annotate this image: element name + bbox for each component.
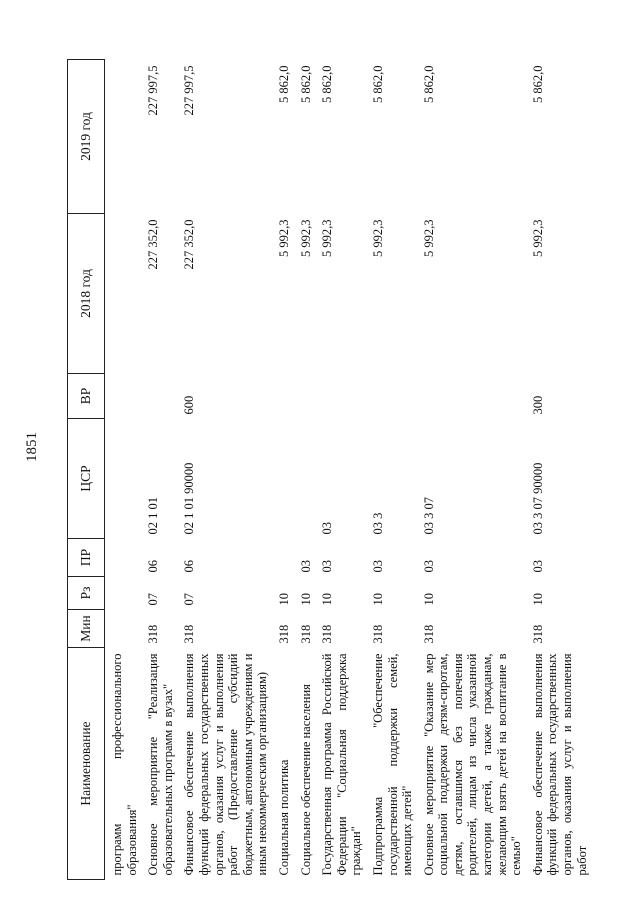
- table-row: [179, 60, 274, 880]
- row-csr: [296, 419, 318, 539]
- budget-table: [67, 59, 593, 880]
- row-pr: 03: [298, 560, 313, 573]
- row-pr: 03: [370, 560, 385, 573]
- row-rz: [105, 577, 144, 610]
- row-csr: 02 1 01 90000: [182, 462, 197, 535]
- row-2018: [105, 214, 144, 374]
- row-vr: [419, 374, 528, 419]
- row-min: 318: [182, 624, 197, 644]
- row-2018: 227 352,0: [146, 219, 161, 270]
- row-pr: 03: [421, 560, 436, 573]
- row-rz: 07: [182, 593, 197, 606]
- row-pr: 06: [146, 560, 161, 573]
- row-name: Финансовое обеспечение выполнения функций федеральных государственных органов, оказания услуг и выполнения работ: [530, 653, 589, 876]
- row-2018: 5 992,3: [421, 219, 436, 257]
- row-rz: 10: [276, 593, 291, 606]
- row-csr: [274, 419, 296, 539]
- row-2018: 5 992,3: [370, 219, 385, 257]
- row-rz: 10: [298, 593, 313, 606]
- row-2019: [105, 60, 144, 214]
- table-row: [317, 60, 368, 880]
- row-vr: [274, 374, 296, 419]
- row-2018: 5 992,3: [298, 219, 313, 257]
- header-name: Наименование: [68, 648, 105, 880]
- row-rz: 10: [320, 593, 335, 606]
- row-name: Подпрограмма "Обеспечение государственной поддержки семей, имеющих детей": [370, 653, 415, 876]
- row-name: Финансовое обеспечение выполнения функций федеральных государственных органов, оказания услуг и выполнения работ (Предоставление субсидий бюджетным, автономным учреждениям и иным некоммерческим организациям): [182, 653, 270, 876]
- row-csr: 03 3: [370, 512, 385, 535]
- row-csr: 02 1 01: [146, 497, 161, 535]
- header-2018: 2018 год: [68, 214, 105, 374]
- row-2019: 227 997,5: [182, 65, 197, 116]
- row-2019: 227 997,5: [146, 65, 161, 116]
- row-pr: [105, 539, 144, 577]
- table-header-row: [68, 60, 105, 880]
- table-row: [296, 60, 318, 880]
- row-name: Основное мероприятие "Оказание мер социальной поддержки детям-сиротам, детям, оставшимся без попечения родителей, лицам из числа указанной категории детей, а также гражданам, желающим взять детей на воспитание в семью": [421, 653, 524, 876]
- row-name: Государственная программа Российской Федерации "Социальная поддержка граждан": [320, 653, 364, 876]
- rotated-page: [67, 15, 612, 880]
- row-csr: 03 3 07 90000: [530, 462, 545, 535]
- header-pr: ПР: [68, 539, 105, 577]
- table-row: [143, 60, 179, 880]
- row-2018: 5 992,3: [276, 219, 291, 257]
- row-min: 318: [276, 624, 291, 644]
- row-min: 318: [146, 624, 161, 644]
- row-name: Социальная политика: [276, 759, 291, 876]
- header-2019: 2019 год: [68, 60, 105, 214]
- row-min: 318: [320, 624, 335, 644]
- row-2019: 5 862,0: [370, 65, 385, 103]
- row-rz: 10: [530, 593, 545, 606]
- header-rz: Рз: [68, 577, 105, 610]
- row-vr: 600: [182, 395, 197, 415]
- row-2019: 5 862,0: [320, 65, 335, 103]
- row-csr: [105, 419, 144, 539]
- row-2018: 5 992,3: [530, 219, 545, 257]
- row-vr: 300: [530, 395, 545, 415]
- row-csr: 03: [320, 522, 335, 535]
- row-vr: [105, 374, 144, 419]
- row-rz: 10: [370, 593, 385, 606]
- row-rz: 07: [146, 593, 161, 606]
- row-min: 318: [530, 624, 545, 644]
- page-number: 1851: [24, 432, 40, 462]
- row-vr: [296, 374, 318, 419]
- row-pr: 06: [182, 560, 197, 573]
- table-row: [274, 60, 296, 880]
- table-row: [368, 60, 419, 880]
- row-2018: 227 352,0: [182, 219, 197, 270]
- header-min: Мин: [68, 610, 105, 648]
- row-name: программ профессионального образования": [110, 653, 139, 876]
- row-2019: 5 862,0: [298, 65, 313, 103]
- row-name: Основное мероприятие "Реализация образовательных программ в вузах": [146, 653, 175, 876]
- row-vr: [143, 374, 179, 419]
- row-csr: 03 3 07: [421, 497, 436, 535]
- row-vr: [368, 374, 419, 419]
- table-row: [105, 60, 144, 880]
- row-pr: 03: [530, 560, 545, 573]
- row-2018: 5 992,3: [320, 219, 335, 257]
- row-min: 318: [421, 624, 436, 644]
- header-csr: ЦСР: [68, 419, 105, 539]
- row-2019: 5 862,0: [421, 65, 436, 103]
- row-2019: 5 862,0: [530, 65, 545, 103]
- row-vr: [317, 374, 368, 419]
- row-min: 318: [370, 624, 385, 644]
- row-2019: 5 862,0: [276, 65, 291, 103]
- row-name: Социальное обеспечение населения: [298, 684, 313, 876]
- row-min: [105, 610, 144, 648]
- header-vr: ВР: [68, 374, 105, 419]
- row-pr: [274, 539, 296, 577]
- row-pr: 03: [320, 560, 335, 573]
- row-rz: 10: [421, 593, 436, 606]
- table-row: [419, 60, 528, 880]
- table-row: [528, 60, 593, 880]
- row-min: 318: [298, 624, 313, 644]
